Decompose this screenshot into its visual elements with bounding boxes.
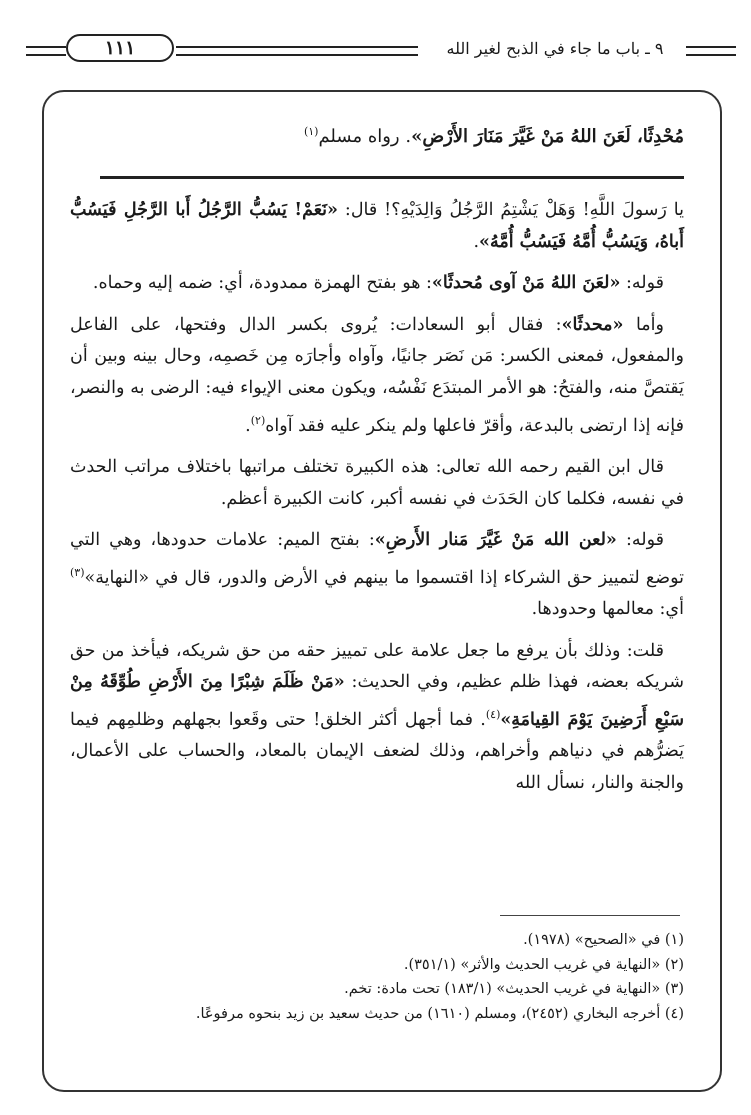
- paragraph: [70, 268, 684, 300]
- footnote-marker: (١): [303, 125, 319, 138]
- quoted-text: «محدثًا»: [561, 314, 624, 335]
- paragraph-text: قال ابن القيم رحمه الله تعالى: هذه الكبيرة تختلف مراتبها باختلاف مراتب الحدث في نفسه، فكلما كان الحَدَث في نفسه أكبر، كانت الكبيرة أعظم.: [70, 456, 684, 509]
- paragraph-text: يا رَسولَ اللَّهِ! وَهَلْ يَشْتِمُ الرَّجُلُ وَالِدَيْهِ؟! قال:: [337, 200, 685, 220]
- hadith-continuation: [104, 116, 684, 153]
- footnote-divider: [500, 915, 680, 916]
- footnote: (٣) «النهاية في غريب الحديث» (١٨٣/١) تحت مادة: تخم.: [344, 981, 684, 997]
- hadith-text: مُحْدِثًا، لَعَنَ اللهُ مَنْ غَيَّرَ مَنَارَ الأَرْضِ»: [411, 126, 684, 147]
- paragraph-text: قوله:: [616, 530, 664, 551]
- quoted-text: «نَعَمْ! يَسُبُّ الرَّجُلُ أَبا الرَّجُلِ فَيَسُبُّ أَباهُ، وَيَسُبُّ أُمَّهُ فَيَسُبُّ أُمَّهُ»: [70, 200, 684, 252]
- paragraph-text: : فقال أبو السعادات: يُروى بكسر الدال وفتحها، على الفاعل والمفعول، فمعنى الكسر: مَن نَصَر جانيًا، وآواه وأجارَه مِن خَصمِه، وحال بينه وبين أن يَقتصَّ منه، والفتحُ: هو الأمر المبتدَع نَفْسُه، ويكون معنى الإيواء فيه: الرضى به والنصر، فإنه إذا ارتضى بالبدعة، وأقرّ فاعلها ولم ينكر عليه فقد آواه: [70, 314, 684, 436]
- footnote: (٢) «النهاية في غريب الحديث والأثر» (٣٥١/١).: [403, 956, 684, 973]
- paragraph-text: قوله:: [620, 273, 664, 294]
- page-header: [26, 34, 736, 64]
- footnotes: [100, 928, 684, 1026]
- paragraph-text: أي: معالمها وحدودها.: [531, 599, 684, 620]
- footnote-marker: (٢): [250, 413, 266, 427]
- footnote: (١) في «الصحيح» (١٩٧٨).: [523, 932, 684, 948]
- paragraph: [70, 195, 684, 258]
- paragraph-text: .: [245, 415, 251, 436]
- paragraph-text: وأما: [623, 314, 664, 335]
- paragraph-text: قلت: وذلك بأن يرفع ما جعل علامة على تمييز حقه من حق شريكه، فيأخذ من حق شريكه بعضه، فهذا ظلم عظيم، وفي الحديث:: [70, 640, 684, 693]
- paragraph-text: : بفتح الميم: علامات حدودها، وهي التي توضع لتمييز حق الشركاء إذا اقتسموا ما بينهم في الأرض والدور، قال في «النهاية»: [70, 530, 684, 588]
- running-title: ٩ ـ باب ما جاء في الذبح لغير الله: [446, 39, 664, 58]
- paragraph: [70, 310, 684, 442]
- footnote: (٤) أخرجه البخاري (٢٤٥٢)، ومسلم (١٦١٠) من حديث سعيد بن زيد بنحوه مرفوعًا.: [195, 1005, 684, 1022]
- header-rule-left: [26, 46, 66, 56]
- paragraph: [70, 452, 684, 515]
- section-divider: [100, 176, 684, 179]
- footnote-marker: (٤): [485, 707, 501, 721]
- paragraph-text: : هو بفتح الهمزة ممدودة، أي: ضمه إليه وحماه.: [92, 273, 432, 294]
- paragraph: [70, 525, 684, 626]
- hadith-reference: . رواه مسلم: [318, 126, 412, 147]
- main-text: [70, 195, 684, 810]
- quoted-text: «لعن الله مَنْ غَيَّرَ مَنار الأَرضِ»: [374, 530, 617, 551]
- paragraph-text: .: [473, 231, 480, 252]
- quoted-text: «مَنْ ظَلَمَ شِبْرًا مِنَ الأَرْضِ طُوِّقَهُ مِنْ سَبْعِ أَرَضِينَ يَوْمَ القِيامَةِ»: [70, 672, 684, 730]
- header-rule-middle: [176, 46, 418, 56]
- paragraph-text: . فما أجهل أكثر الخلق! حتى وقَعوا بجهلهم وظلمِهم فيما يَضرُّهم في دنياهم وأخراهم، وذلك لضعف الإيمان بالمعاد، والحساب على الأعمال، والجنة والنار، نسأل الله: [70, 709, 684, 793]
- page-number: ١١١: [66, 34, 174, 62]
- footnote-marker: (٣): [70, 565, 85, 579]
- quoted-text: «لعَنَ اللهُ مَنْ آوى مُحدثًا»: [431, 273, 621, 294]
- header-rule-right: [686, 46, 736, 56]
- paragraph: [70, 636, 684, 800]
